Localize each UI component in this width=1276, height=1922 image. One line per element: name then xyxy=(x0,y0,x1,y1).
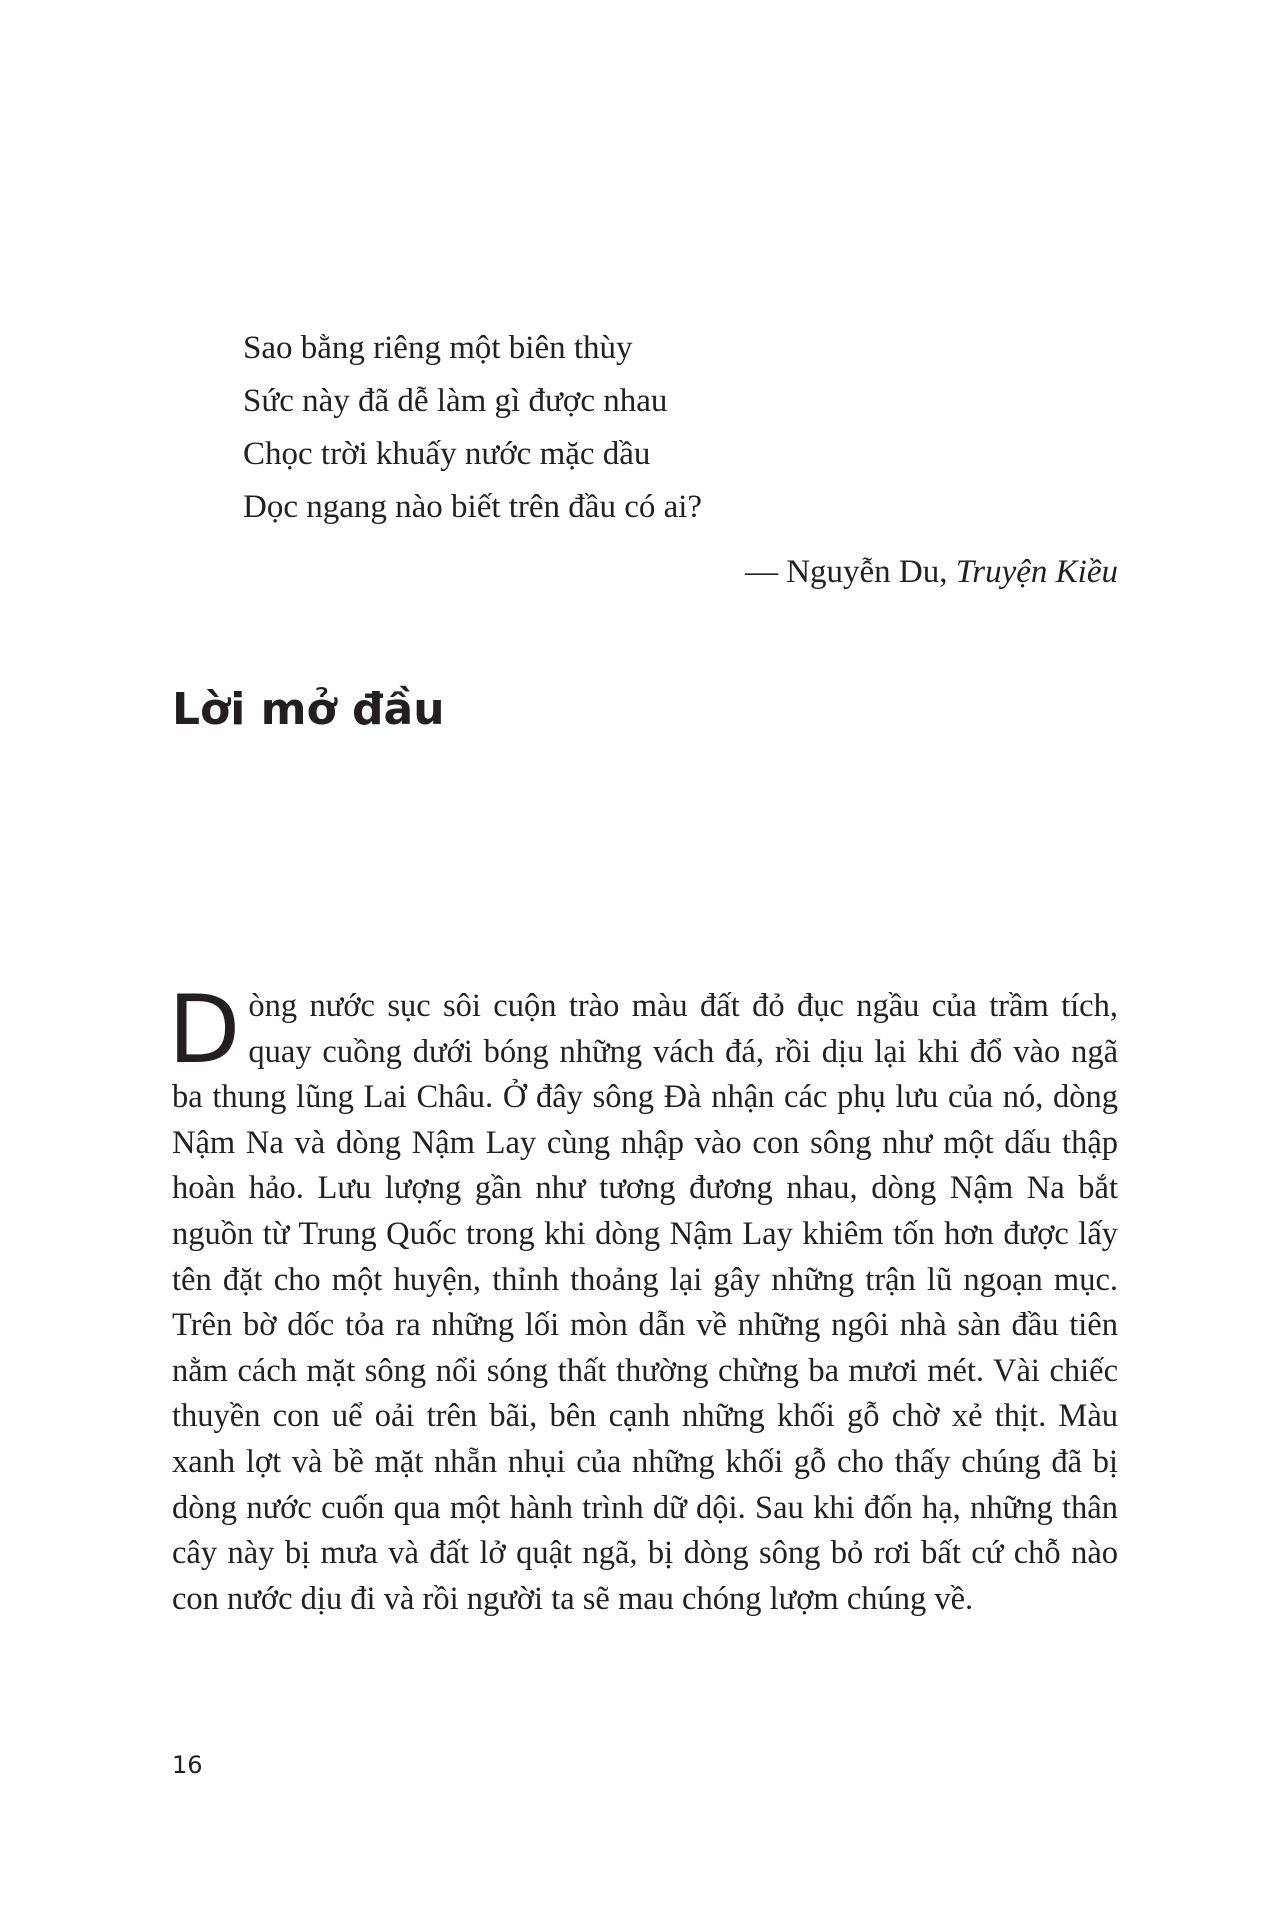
chapter-title: Lời mở đầu xyxy=(172,684,445,735)
body-paragraph xyxy=(168,976,1118,1622)
drop-cap: D xyxy=(168,976,241,1085)
body-paragraph-text: òng nước sục sôi cuộn trào màu đất đỏ đục ngầu của trầm tích, quay cuồng dưới bóng những vách đá, rồi dịu lại khi đổ vào ngã ba thung lũng Lai Châu. Ở đây sông Đà nhận các phụ lưu của nó, dòng Nậm Na và dòng Nậm Lay cùng nhập vào con sông như một dấu thập hoàn hảo. Lưu lượng gần như tương đương nhau, dòng Nậm Na bắt nguồn từ Trung Quốc trong khi dòng Nậm Lay khiêm tốn hơn được lấy tên đặt cho một huyện, thỉnh thoảng lại gây những trận lũ ngoạn mục. Trên bờ dốc tỏa ra những lối mòn dẫn về những ngôi nhà sàn đầu tiên nằm cách mặt sông nổi sóng thất thường chừng ba mươi mét. Vài chiếc thuyền con uể oải trên bãi, bên cạnh những khối gỗ chờ xẻ thịt. Màu xanh lợt và bề mặt nhẵn nhụi của những khối gỗ cho thấy chúng đã bị dòng nước cuốn qua một hành trình dữ dội. Sau khi đốn hạ, những thân cây này bị mưa và đất lở quật ngã, bị dòng sông bỏ rơi bất cứ chỗ nào con nước dịu đi và rồi người ta sẽ mau chóng lượm chúng về. xyxy=(172,988,1118,1617)
epigraph-line: Chọc trời khuấy nước mặc dầu xyxy=(243,436,651,472)
epigraph-line: Dọc ngang nào biết trên đầu có ai? xyxy=(243,489,703,525)
epigraph-line: Sao bằng riêng một biên thùy xyxy=(243,330,633,366)
attribution-author: — Nguyễn Du, xyxy=(744,554,956,590)
epigraph-attribution xyxy=(745,546,1118,599)
epigraph xyxy=(243,322,1123,534)
attribution-work-title: Truyện Kiều xyxy=(955,554,1118,590)
epigraph-line: Sức này đã dễ làm gì được nhau xyxy=(243,383,668,419)
page-number: 16 xyxy=(172,1751,203,1779)
